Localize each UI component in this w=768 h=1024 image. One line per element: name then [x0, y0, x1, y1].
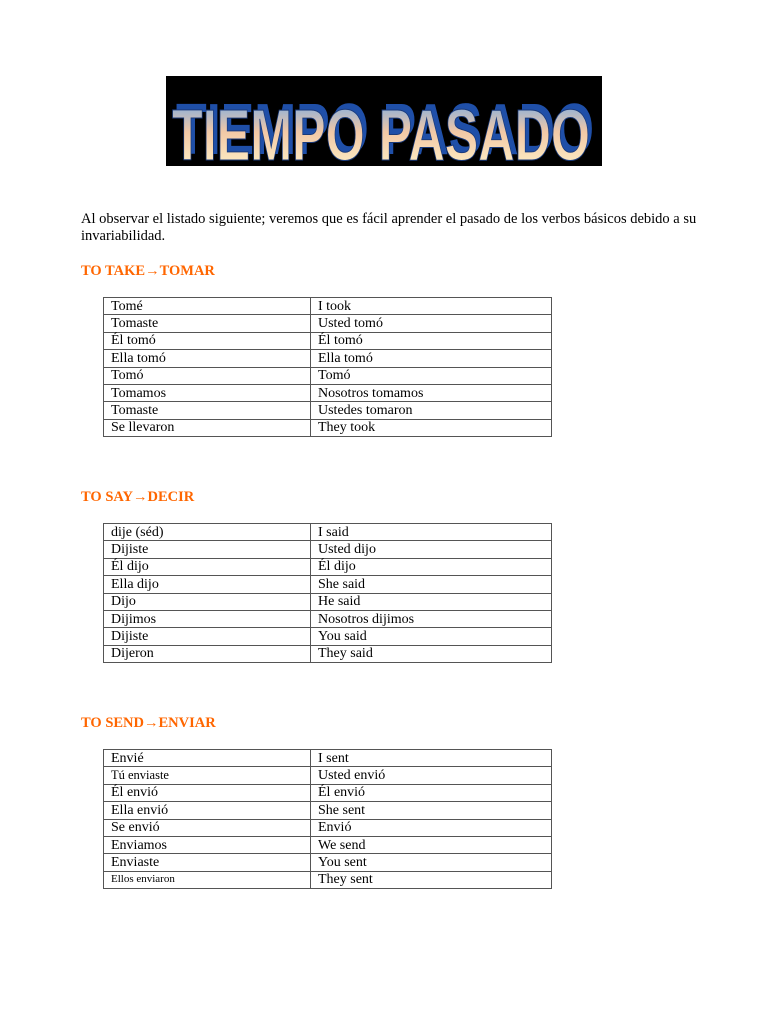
- table-row: Tomé I took: [104, 298, 552, 315]
- table-row: Dijo He said: [104, 593, 552, 610]
- table-row: Ella tomó Ella tomó: [104, 350, 552, 367]
- table-row: Tomaste Usted tomó: [104, 315, 552, 332]
- table-row: Tomaste Ustedes tomaron: [104, 402, 552, 419]
- section-title-say: TO SAY→DECIR: [81, 489, 195, 505]
- section-title-take: TO TAKE→TOMAR: [81, 263, 215, 279]
- verb-table-send: [103, 749, 552, 889]
- intro-paragraph: Al observar el listado siguiente; veremos que es fácil aprender el pasado de los verbos básicos debido a su invariabilidad.: [81, 211, 697, 244]
- title-shadow: TIEMPO PASADO: [176, 90, 594, 166]
- table-row: Él dijo Él dijo: [104, 558, 552, 575]
- table-row: Dijimos Nosotros dijimos: [104, 610, 552, 627]
- table-row: Tomamos Nosotros tomamos: [104, 384, 552, 401]
- table-row: Dijiste Usted dijo: [104, 541, 552, 558]
- table-row: dije (séd) I said: [104, 524, 552, 541]
- table-row: Él tomó Él tomó: [104, 332, 552, 349]
- table-row: Ella envió She sent: [104, 802, 552, 819]
- table-row: Se llevaron They took: [104, 419, 552, 436]
- table-row: Él envió Él envió: [104, 784, 552, 801]
- title-banner: [166, 76, 602, 166]
- table-row: Se envió Envió: [104, 819, 552, 836]
- title-wordart: [166, 76, 602, 166]
- table-row: Dijiste You said: [104, 628, 552, 645]
- table-row: Ellos enviaron They sent: [104, 871, 552, 888]
- table-row: Dijeron They said: [104, 645, 552, 662]
- table-row: Enviaste You sent: [104, 854, 552, 871]
- verb-table-say: [103, 523, 552, 663]
- table-row: Tomó Tomó: [104, 367, 552, 384]
- table-row: Ella dijo She said: [104, 576, 552, 593]
- table-row: Enviamos We send: [104, 836, 552, 853]
- table-row: Tú enviaste Usted envió: [104, 767, 552, 784]
- table-row: Envié I sent: [104, 750, 552, 767]
- title-face: TIEMPO PASADO: [172, 96, 590, 166]
- verb-table-take: [103, 297, 552, 437]
- section-title-send: TO SEND→ENVIAR: [81, 715, 216, 731]
